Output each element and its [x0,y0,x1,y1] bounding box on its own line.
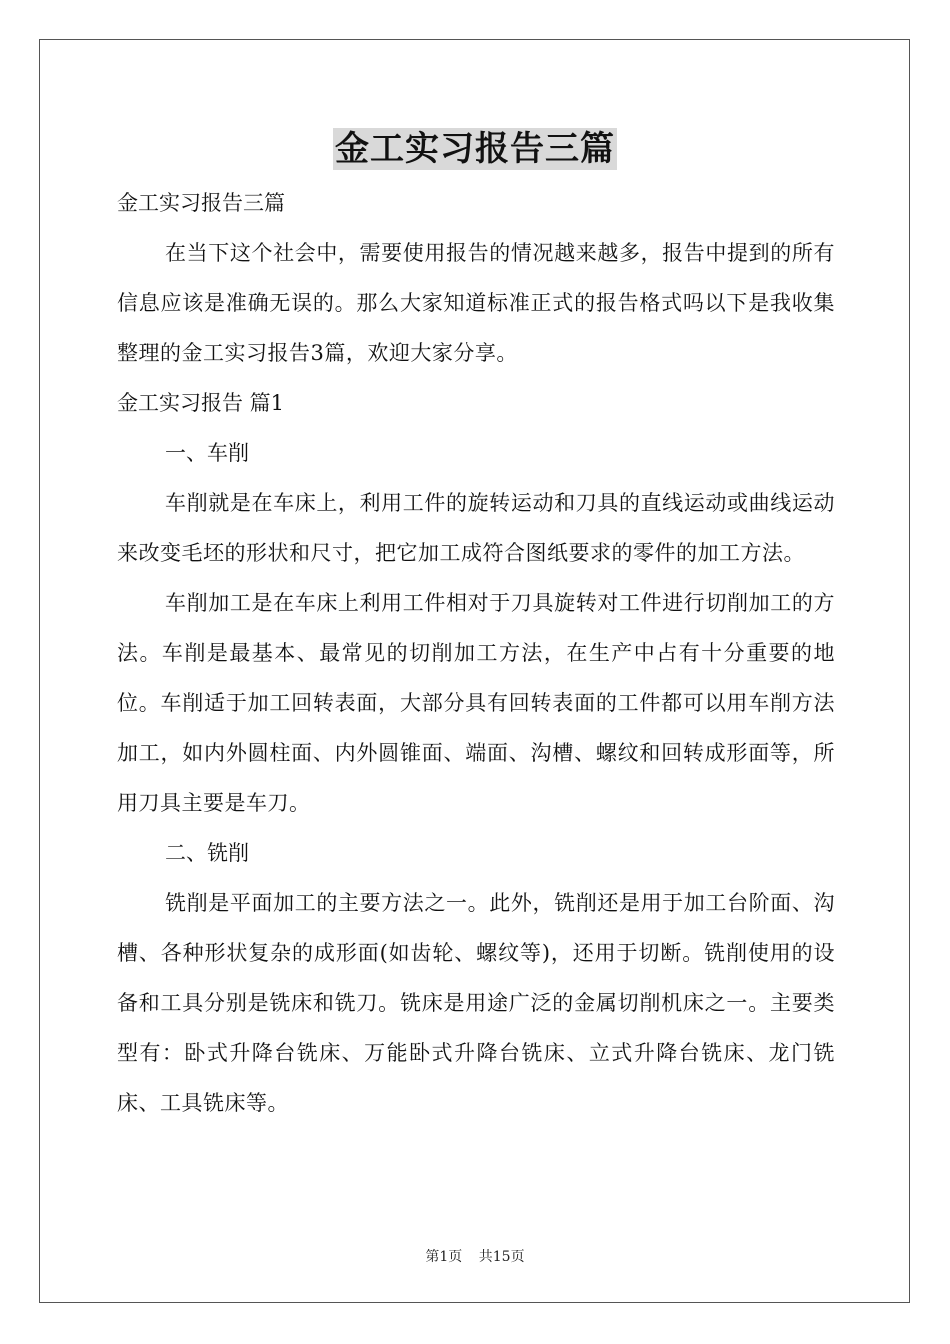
turning-paragraph-1: 车削就是在车床上，利用工件的旋转运动和刀具的直线运动或曲线运动来改变毛坯的形状和尺寸，把它加工成符合图纸要求的零件的加工方法。 [117,491,835,565]
intro-paragraph: 在当下这个社会中，需要使用报告的情况越来越多，报告中提到的所有信息应该是准确无误的。那么大家知道标准正式的报告格式吗以下是我收集整理的金工实习报告3篇，欢迎大家分享。 [117,241,835,365]
subtitle: 金工实习报告三篇 [117,191,285,215]
section-heading: 金工实习报告 篇1 [117,391,285,415]
milling-heading: 二、铣削 [165,841,249,865]
page-number-total: 共15页 [478,1249,525,1265]
page-number-current: 第1页 [425,1249,463,1265]
document-title: 金工实习报告三篇 [335,129,615,169]
title-container [0,128,950,170]
milling-paragraph-1: 铣削是平面加工的主要方法之一。此外，铣削还是用于加工台阶面、沟槽、各种形状复杂的成形面(如齿轮、螺纹等)，还用于切断。铣削使用的设备和工具分别是铣床和铣刀。铣床是用途广泛的金属切削机床之一。主要类型有：卧式升降台铣床、万能卧式升降台铣床、立式升降台铣床、龙门铣床、工具铣床等。 [117,891,835,1115]
turning-paragraph-2: 车削加工是在车床上利用工件相对于刀具旋转对工件进行切削加工的方法。车削是最基本、最常见的切削加工方法，在生产中占有十分重要的地位。车削适于加工回转表面，大部分具有回转表面的工件都可以用车削方法加工，如内外圆柱面、内外圆锥面、端面、沟槽、螺纹和回转成形面等，所用刀具主要是车刀。 [117,591,835,815]
page-footer [0,1246,950,1266]
document-body [117,178,835,1128]
turning-heading: 一、车削 [165,441,249,465]
